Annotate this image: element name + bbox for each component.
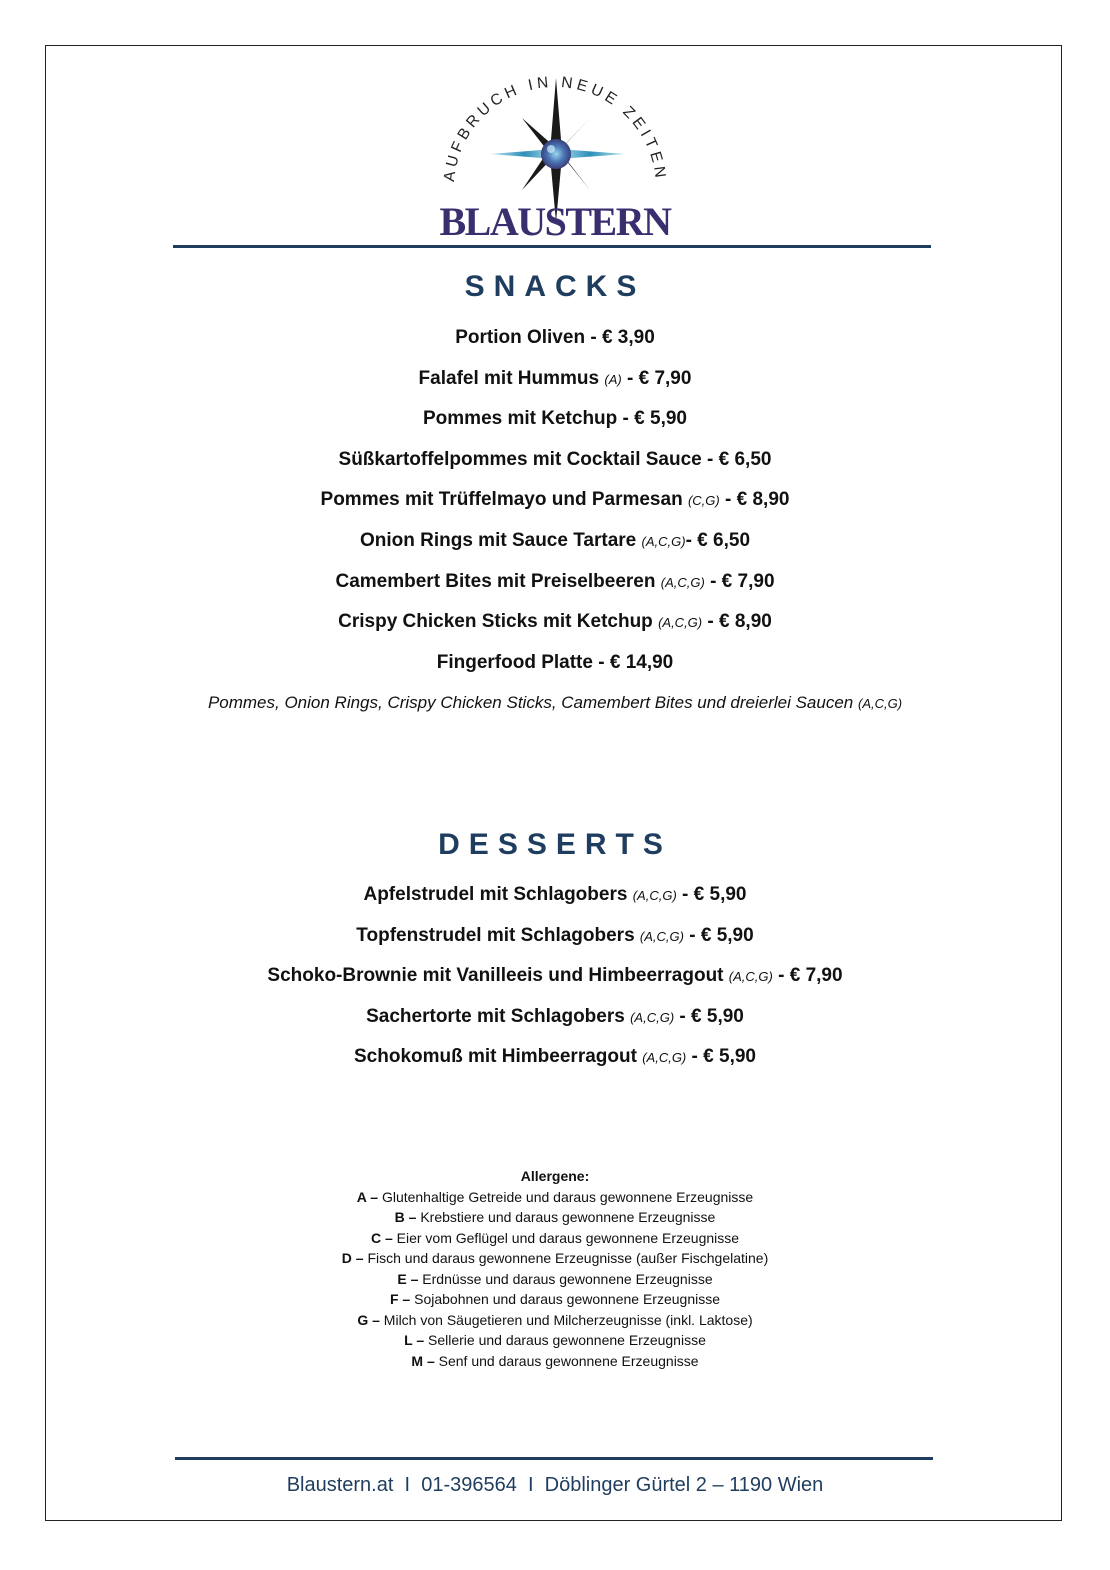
logo-brand-name: BLAUSTERN [439, 199, 671, 242]
menu-item: Pommes mit Trüffelmayo und Parmesan (C,G) - € 8,90 [320, 489, 790, 511]
menu-item: Schoko-Brownie mit Vanilleeis und Himbeerragout (A,C,G) - € 7,90 [267, 965, 843, 987]
desserts-list [0, 875, 1110, 1078]
menu-item: Camembert Bites mit Preiselbeeren (A,C,G) - € 7,90 [335, 570, 775, 592]
menu-item: Falafel mit Hummus (A) - € 7,90 [418, 367, 692, 389]
allergen-row: M – Senf und daraus gewonnene Erzeugnisse [411, 1352, 699, 1369]
allergen-row: G – Milch von Säugetieren und Milcherzeugnisse (inkl. Laktose) [357, 1311, 753, 1328]
allergen-heading: Allergene: [520, 1168, 590, 1184]
menu-item: Onion Rings mit Sauce Tartare (A,C,G)- € 6,50 [359, 529, 751, 551]
menu-item: Crispy Chicken Sticks mit Ketchup (A,C,G) - € 8,90 [338, 611, 772, 633]
allergen-row: F – Sojabohnen und daraus gewonnene Erzeugnisse [389, 1291, 721, 1307]
menu-item: Portion Oliven - € 3,90 [455, 327, 655, 348]
snacks-list [0, 318, 1110, 723]
menu-item: Fingerfood Platte - € 14,90 [436, 651, 674, 673]
menu-item: Pommes mit Ketchup - € 5,90 [423, 408, 687, 430]
blaustern-logo [430, 72, 680, 242]
bottom-divider [175, 1457, 933, 1460]
desserts-title: DESSERTS [438, 828, 672, 861]
allergen-row: C – Eier vom Geflügel und daraus gewonnene Erzeugnisse [370, 1229, 740, 1246]
allergen-row: B – Krebstiere und daraus gewonnene Erzeugnisse [394, 1209, 716, 1225]
menu-item: Topfenstrudel mit Schlagobers (A,C,G) - € 5,90 [356, 924, 754, 946]
logo-arc-text: AUFBRUCH IN NEUE ZEITEN [441, 73, 669, 183]
footer-contact: Blaustern.at I 01-396564 I Döblinger Gürtel 2 – 1190 Wien [286, 1474, 824, 1496]
menu-item: Sachertorte mit Schlagobers (A,C,G) - € 5,90 [366, 1005, 744, 1027]
menu-item: Schokomuß mit Himbeerragout (A,C,G) - € 5,90 [354, 1046, 756, 1068]
menu-item: Süßkartoffelpommes mit Cocktail Sauce - € 6,50 [338, 448, 772, 470]
fingerfood-description: Pommes, Onion Rings, Crispy Chicken Sticks, Camembert Bites und dreierlei Saucen (A,C,G) [207, 693, 903, 713]
allergen-row: E – Erdnüsse und daraus gewonnene Erzeugnisse [397, 1270, 713, 1287]
allergen-legend [0, 1166, 1110, 1371]
top-divider [173, 245, 931, 248]
allergen-row: A – Glutenhaltige Getreide und daraus gewonnene Erzeugnisse [356, 1188, 754, 1205]
menu-item: Apfelstrudel mit Schlagobers (A,C,G) - € 5,90 [363, 884, 747, 905]
allergen-row: L – Sellerie und daraus gewonnene Erzeugnisse [404, 1332, 706, 1348]
allergen-row: D – Fisch und daraus gewonnene Erzeugnisse (außer Fischgelatine) [341, 1250, 769, 1266]
snacks-title: SNACKS [464, 270, 646, 303]
